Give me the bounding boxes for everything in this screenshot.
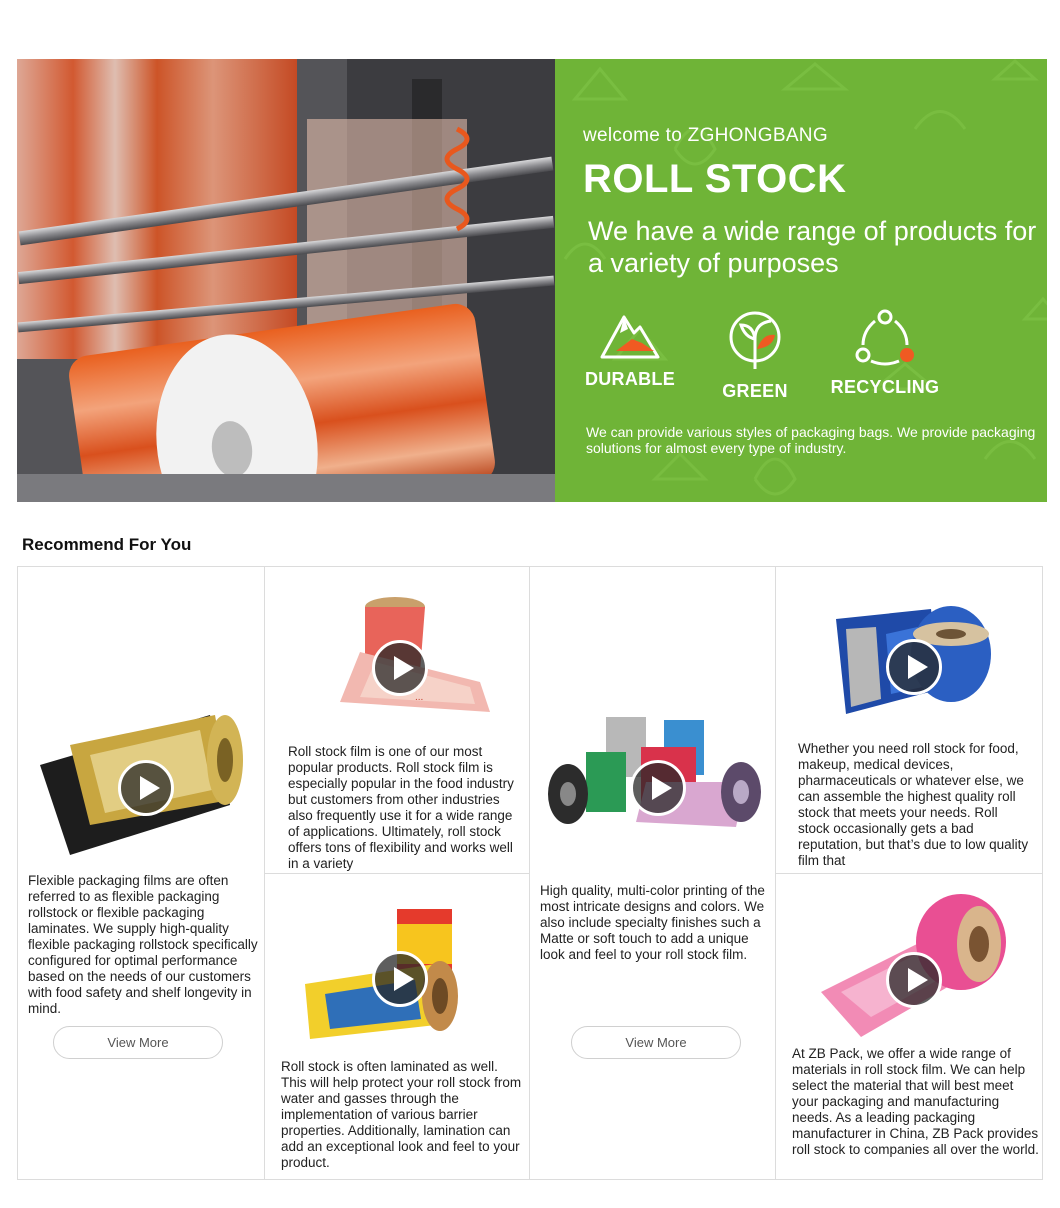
feature-recycling xyxy=(830,309,940,398)
product-description: Roll stock film is one of our most popular products. Roll stock film is especially popular in the food industry but customers from other industries also frequently use it for a wide range of applications. Ultimately, roll stock offers tons of flexibility and works well in a variety xyxy=(288,744,514,871)
product-card-5 xyxy=(776,567,1042,873)
product-card-4 xyxy=(530,567,776,1179)
product-card-3 xyxy=(265,874,529,1179)
product-description: Whether you need roll stock for food, makeup, medical devices, pharmaceuticals or whatever else, we can assemble the highest quality roll stock that meets your needs. Roll stock occasionally gets a bad reputation, but that’s due to low quality film that xyxy=(798,741,1029,868)
product-description: High quality, multi-color printing of the most intricate designs and colors. We also include specialty finishes such a Matte or soft touch to add a unique look and feel to your roll stock film. xyxy=(540,883,765,962)
view-more-button[interactable]: View More xyxy=(571,1026,741,1059)
recommend-title: Recommend For You xyxy=(22,535,192,554)
hero-description: We can provide various styles of packaging bags. We provide packaging solutions for almost every type of industry. xyxy=(586,424,1036,456)
recommend-grid xyxy=(17,566,1043,1180)
product-card-6 xyxy=(776,874,1042,1179)
hero-machine-photo xyxy=(17,59,555,502)
product-column-2 xyxy=(265,567,530,1179)
play-video-button[interactable] xyxy=(630,760,686,816)
welcome-text: welcome to ZGHONGBANG xyxy=(583,125,828,146)
play-video-button[interactable] xyxy=(886,952,942,1008)
feature-label: DURABLE xyxy=(584,369,676,389)
feature-label: RECYCLING xyxy=(830,377,940,397)
mountain-icon xyxy=(598,309,662,361)
hero-info-panel xyxy=(555,59,1047,502)
hero-subtitle: We have a wide range of products for a variety of purposes xyxy=(588,216,1037,278)
product-card-2 xyxy=(265,567,529,873)
feature-label: GREEN xyxy=(722,381,788,401)
product-column-4 xyxy=(776,567,1042,1179)
product-description: Roll stock is often laminated as well. This will help protect your roll stock from water and gasses through the implementation of various barrier properties. Additionally, lamination can add an exceptional look and feel to your product. xyxy=(281,1059,522,1170)
play-video-button[interactable] xyxy=(886,639,942,695)
play-video-button[interactable] xyxy=(118,760,174,816)
svg-text:...: ... xyxy=(415,692,424,703)
hero-banner xyxy=(17,59,1047,502)
feature-green xyxy=(700,309,810,402)
printing-machine-illustration xyxy=(17,59,555,502)
play-video-button[interactable] xyxy=(372,951,428,1007)
product-description: Flexible packaging films are often referred to as flexible packaging rollstock or flexible packaging laminates. We supply high-quality flexible packaging rollstock specifically configured for optimal performance based on the needs of our customers with food safety and shelf longevity in mind. xyxy=(28,873,258,1016)
product-description: At ZB Pack, we offer a wide range of materials in roll stock film. We can help select the material that will best meet your packaging and manufacturing needs. As a leading packaging manufacturer in China, ZB Pack provides roll stock to companies all over the world. xyxy=(792,1046,1039,1157)
view-more-button[interactable]: View More xyxy=(53,1026,223,1059)
recycle-icon xyxy=(853,309,917,369)
leaf-icon xyxy=(727,309,783,373)
product-card-1 xyxy=(18,567,265,1179)
play-video-button[interactable] xyxy=(372,640,428,696)
feature-durable xyxy=(575,309,685,390)
hero-title: ROLL STOCK xyxy=(583,157,847,201)
